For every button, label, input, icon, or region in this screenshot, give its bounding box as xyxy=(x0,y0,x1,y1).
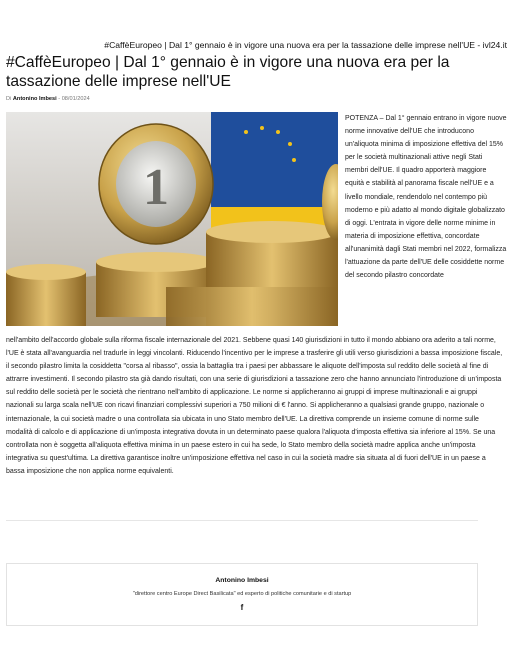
byline xyxy=(6,96,90,102)
euro-coin-icon xyxy=(99,124,213,244)
euro-coins-photo xyxy=(6,112,338,326)
facebook-icon[interactable]: f xyxy=(240,603,244,612)
article-lead: POTENZA – Dal 1° gennaio entrano in vigore nuove norme innovative dell'UE che introducono un'aliquota minima di imposizione effettiva del 15% per le società multinazionali attive negli Stati membri dell'UE. Il quadro apporterà maggiore equità e stabilità al panorama fiscale nell'UE e a livello mondiale, rendendolo nel contempo più moderno e più adatto al mondo digitale globalizzato di oggi. L'entrata in vigore delle norme minime in materia di imposizione effettiva, concordate all'unanimità dagli Stati membri nel 2022, formalizza l'attuazione da parte dell'UE delle cosiddette norme del secondo pilastro concordate xyxy=(345,115,507,280)
divider xyxy=(6,520,478,521)
site-header-title xyxy=(0,40,511,50)
svg-text:1: 1 xyxy=(143,159,169,216)
byline-date: 08/01/2024 xyxy=(61,96,90,102)
author-box-bio: "direttore centro Europe Direct Basilicata" ed esperto di politiche comunitarie e di startup xyxy=(132,591,352,597)
article-title: #CaffèEuropeo | Dal 1° gennaio è in vigore una nuova era per la tassazione delle imprese nell'UE xyxy=(6,54,450,90)
byline-separator: - xyxy=(58,96,61,102)
author-box xyxy=(6,563,478,626)
article-image xyxy=(6,112,338,326)
byline-author[interactable]: Antonino Imbesi xyxy=(12,96,57,102)
eu-flag-icon xyxy=(211,112,338,237)
author-box-name[interactable]: Antonino Imbesi xyxy=(215,577,269,584)
site-title[interactable]: #CaffèEuropeo | Dal 1° gennaio è in vigore una nuova era per la tassazione delle imprese nell'UE - ivl24.it xyxy=(104,40,507,50)
article-body: nell'ambito dell'accordo globale sulla riforma fiscale internazionale del 2021. Sebbene quasi 140 giurisdizioni in tutto il mondo abbiano ora aderito a tali norme, l'UE è stata all'avanguardia nel tradurle in leggi vincolanti. Riducendo l'incentivo per le imprese a trasferire gli utili verso giurisdizioni a bassa imposizione fiscale, il secondo pilastro limita la cosiddetta "corsa al ribasso", ossia la battaglia tra i paesi per abbassare le aliquote dell'imposta sul reddito delle società al fine di attrarre investimenti. Il secondo pilastro sta già dando risultati, con una serie di giurisdizioni a tassazione zero che hanno annunciato l'introduzione di un'imposta sul reddito delle società per le società che rientrano nell'ambito di applicazione. Le norme si applicheranno ai gruppi di imprese multinazionali e ai gruppi nazionali su larga scala nell'UE con ricavi finanziari complessivi superiori a 750 milioni di € l'anno. Si applicheranno a qualsiasi grande gruppo, nazionale o internazionale, la cui società madre o una controllata sia ubicata in uno Stato membro dell'UE. La direttiva comprende un insieme comune di norme sulle modalità di calcolo e di applicazione di un'imposta integrativa dovuta in un determinato paese qualora l'aliquota d'imposta effettiva sia inferiore al 15%. Se una controllata non è soggetta all'aliquota effettiva minima in un paese estero in cui ha sede, lo Stato membro della società madre applica anche un'imposta integrativa su quest'ultima. La direttiva garantisce inoltre un'imposizione effettiva nel caso in cui la società madre sia situata al di fuori dell'UE in un paese a bassa imposizione che non applica norme equivalenti. xyxy=(6,337,503,475)
byline-prefix: Di xyxy=(6,96,12,102)
